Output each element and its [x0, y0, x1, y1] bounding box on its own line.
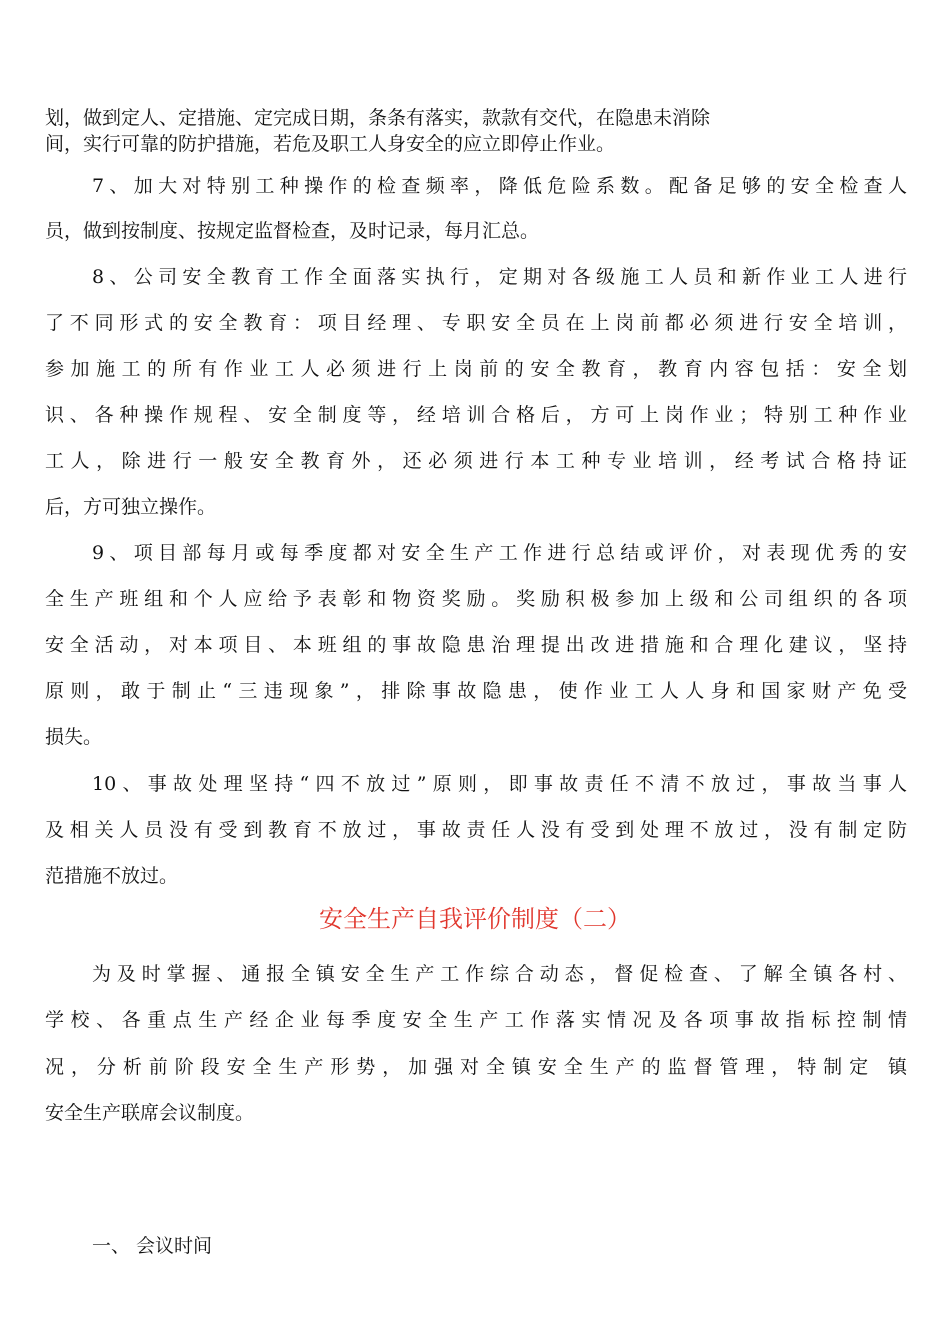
paragraph-9-line: 原则，敢于制止“三违现象”，排除事故隐患，使作业工人人身和国家财产免受 — [45, 680, 907, 702]
paragraph-8-line: 识、各种操作规程、安全制度等，经培训合格后，方可上岗作业；特别工种作业 — [45, 404, 907, 426]
section-heading: 一、 会议时间 — [92, 1235, 213, 1257]
paragraph-7-line: 7、加大对特别工种操作的检查频率，降低危险系数。配备足够的安全检查人 — [92, 175, 907, 197]
paragraph-8-line: 后，方可独立操作。 — [45, 496, 217, 518]
intro-line: 为及时掌握、通报全镇安全生产工作综合动态，督促检查、了解全镇各村、 — [92, 963, 907, 985]
intro-line: 学校、各重点生产经企业每季度安全生产工作落实情况及各项事故指标控制情 — [45, 1009, 907, 1031]
paragraph-9-line: 损失。 — [45, 726, 103, 748]
paragraph-10-line: 10、事故处理坚持“四不放过”原则，即事故责任不清不放过，事故当事人 — [92, 773, 907, 795]
text-line: 间，实行可靠的防护措施，若危及职工人身安全的应立即停止作业。 — [45, 133, 616, 155]
paragraph-7-line: 员，做到按制度、按规定监督检查，及时记录，每月汇总。 — [45, 220, 540, 242]
section-title: 安全生产自我评价制度（二） — [319, 905, 631, 933]
intro-line: 况，分析前阶段安全生产形势，加强对全镇安全生产的监督管理，特制定 镇 — [45, 1056, 907, 1078]
text-line: 划，做到定人、定措施、定完成日期，条条有落实，款款有交代，在隐患未消除 — [45, 107, 711, 129]
paragraph-9-line: 9、项目部每月或每季度都对安全生产工作进行总结或评价，对表现优秀的安 — [92, 542, 907, 564]
paragraph-10-line: 及相关人员没有受到教育不放过，事故责任人没有受到处理不放过，没有制定防 — [45, 819, 907, 841]
paragraph-8-line: 参加施工的所有作业工人必须进行上岗前的安全教育，教育内容包括：安全划 — [45, 358, 907, 380]
paragraph-8-line: 8、公司安全教育工作全面落实执行，定期对各级施工人员和新作业工人进行 — [92, 266, 907, 288]
intro-line: 安全生产联席会议制度。 — [45, 1102, 255, 1124]
paragraph-9-line: 全生产班组和个人应给予表彰和物资奖励。奖励积极参加上级和公司组织的各项 — [45, 588, 907, 610]
paragraph-10-line: 范措施不放过。 — [45, 865, 179, 887]
paragraph-8-line: 了不同形式的安全教育：项目经理、专职安全员在上岗前都必须进行安全培训， — [45, 312, 907, 334]
paragraph-8-line: 工人，除进行一般安全教育外，还必须进行本工种专业培训，经考试合格持证 — [45, 450, 907, 472]
paragraph-9-line: 安全活动，对本项目、本班组的事故隐患治理提出改进措施和合理化建议，坚持 — [45, 634, 907, 656]
